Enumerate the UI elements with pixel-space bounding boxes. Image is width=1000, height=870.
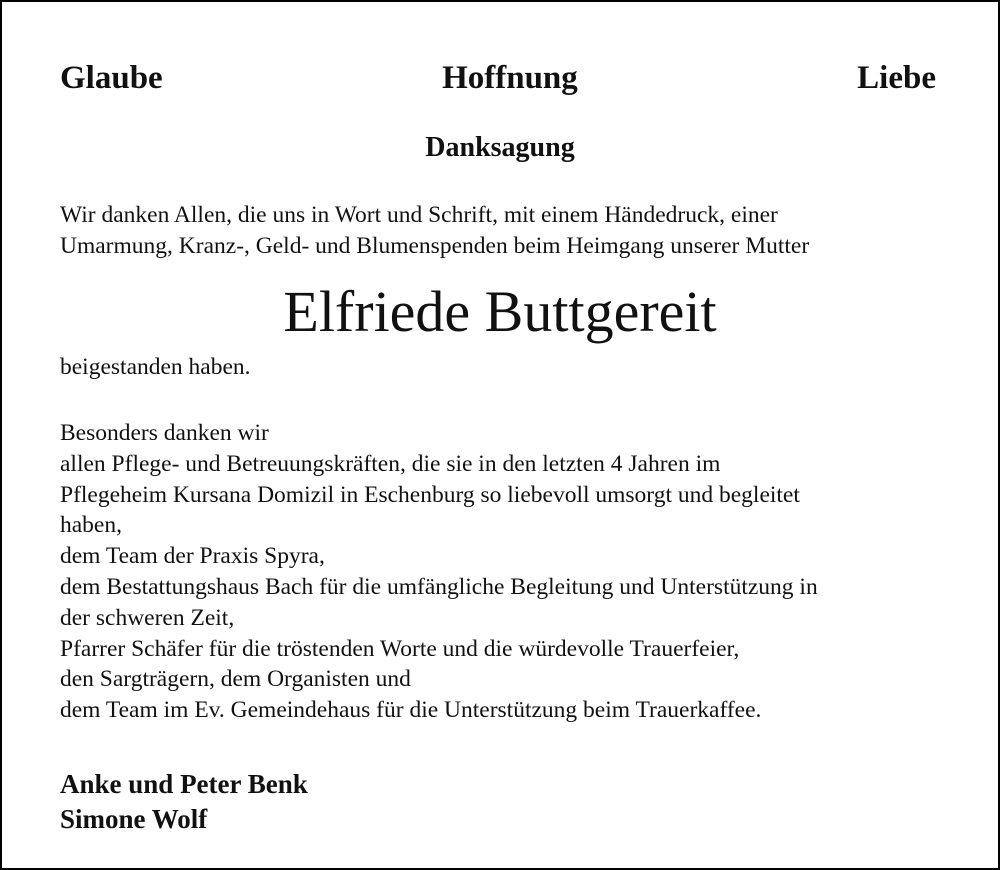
thanks-line: dem Team der Praxis Spyra, — [60, 543, 325, 570]
intro-line: Wir danken Allen, die uns in Wort und Schrift, mit einem Händedruck, einer — [60, 202, 778, 228]
thanks-line: Pflegeheim Kursana Domizil in Eschenburg so liebevoll umsorgt und begleitet — [60, 481, 800, 508]
thanks-line: dem Bestattungshaus Bach für die umfängliche Begleitung und Unterstützung in — [60, 573, 818, 600]
signers — [60, 767, 308, 837]
thanks-text — [60, 418, 968, 726]
notice-heading: Danksagung — [425, 132, 575, 163]
thanks-line: den Sargträgern, dem Organisten und — [60, 666, 411, 693]
signer-name: Anke und Peter Benk — [60, 769, 308, 799]
thanks-line: dem Team im Ev. Gemeindehaus für die Unterstützung beim Trauerkaffee. — [60, 697, 762, 724]
thanks-line: der schweren Zeit, — [60, 604, 235, 631]
motto-hope: Hoffnung — [442, 60, 578, 96]
deceased-name: Elfriede Buttgereit — [283, 279, 717, 344]
after-name-text: beigestanden haben. — [60, 354, 251, 380]
intro-line: Umarmung, Kranz-, Geld- und Blumenspenden beim Heimgang unserer Mutter — [60, 233, 810, 259]
thanks-line: Pfarrer Schäfer für die tröstenden Worte und die würdevolle Trauerfeier, — [60, 635, 740, 662]
thanks-line: Besonders danken wir — [60, 420, 269, 446]
thanks-line: allen Pflege- und Betreuungskräften, die sie in den letzten 4 Jahren im — [60, 450, 721, 477]
signer-name: Simone Wolf — [60, 804, 208, 834]
thanks-line: haben, — [60, 512, 122, 539]
motto-love: Liebe — [857, 60, 936, 96]
intro-text — [60, 200, 958, 262]
motto-faith: Glaube — [60, 60, 163, 96]
motto-row — [60, 58, 936, 98]
